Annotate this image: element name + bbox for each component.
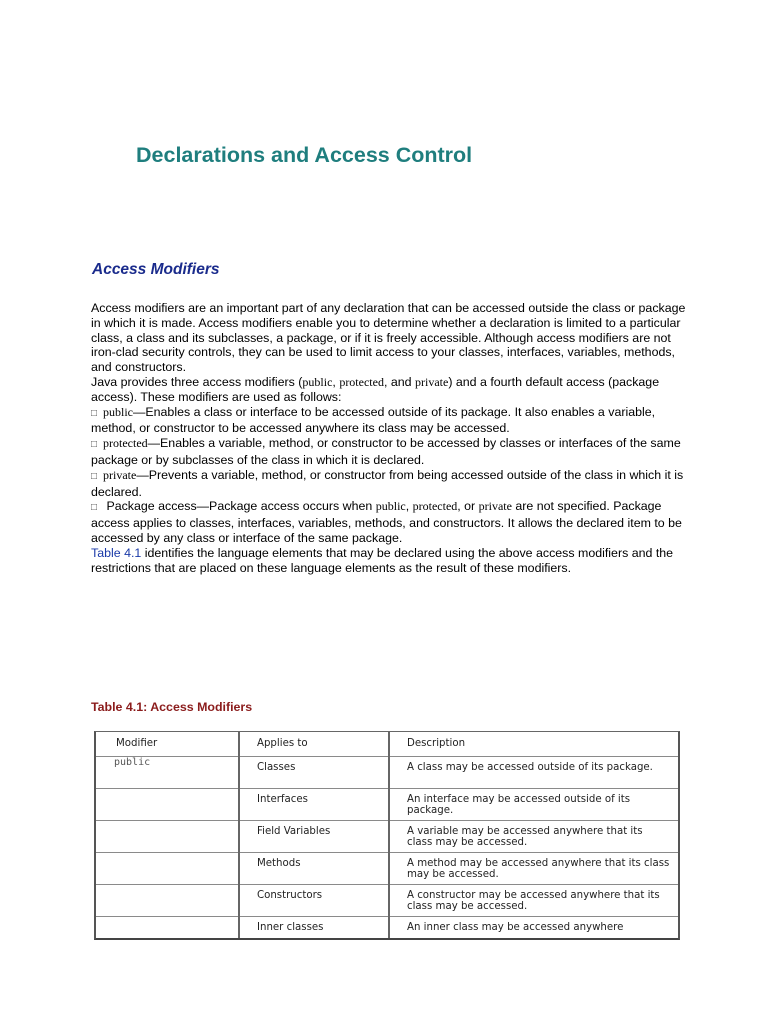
table-row [96,757,678,789]
body-text [91,301,691,575]
modifier-cell [96,917,239,939]
table-row [96,789,678,821]
applies-to-cell: Classes [239,757,389,789]
package-access-item: □ Package access—Package access occurs when public, protected, or private are not specified. Package access applies to classes, interfaces, variables, methods, and constructors. It allows the declared item to be accessed by any class or interface of the same package. [91,499,682,545]
modifier-cell: public [96,757,239,789]
description-cell: A variable may be accessed anywhere that its class may be accessed. [389,821,678,853]
description-cell: A method may be accessed anywhere that its class may be accessed. [389,853,678,885]
description-cell: A constructor may be accessed anywhere that its class may be accessed. [389,885,678,917]
applies-to-cell: Field Variables [239,821,389,853]
table-row [96,821,678,853]
public-item: □ public—Enables a class or interface to be accessed outside of its package. It also enables a variable, method, or constructor to be accessed anywhere its class may be accessed. [91,404,656,436]
protected-item: □ protected—Enables a variable, method, or constructor to be accessed by classes or interfaces of the same package or by subclasses of the class in which it is declared. [91,436,681,467]
modifier-cell [96,821,239,853]
header-cell: Description [389,732,678,757]
applies-to-cell: Interfaces [239,789,389,821]
page-title: Declarations and Access Control [136,143,473,167]
table-reference-paragraph: Table 4.1 identifies the language elements that may be declared using the above access modifiers and the restrictions that are placed on these language elements as the result of these modifiers. [91,545,674,575]
table-row [96,885,678,917]
bullet-icon: □ [91,470,98,482]
modifier-cell [96,885,239,917]
applies-to-cell: Constructors [239,885,389,917]
modifier-cell [96,853,239,885]
description-cell: An inner class may be accessed anywhere [407,922,624,933]
table-header-row [96,732,678,757]
header-cell: Modifier [96,732,239,757]
section-title: Access Modifiers [92,261,220,278]
table-row [96,853,678,885]
access-modifiers-table [94,731,680,940]
modifier-cell [96,789,239,821]
private-item: □ private—Prevents a variable, method, or constructor from being accessed outside of the class in which it is declared. [91,467,684,499]
table-row [96,917,678,939]
bullet-icon: □ [91,502,98,514]
description-cell: An interface may be accessed outside of its package. [389,789,678,821]
bullet-icon: □ [91,439,98,451]
java-modifiers-paragraph: Java provides three access modifiers (public, protected, and private) and a fourth default access (package access). These modifiers are used as follows: [91,374,660,404]
applies-to-cell: Inner classes [239,917,389,939]
applies-to-cell: Methods [239,853,389,885]
description-cell: A class may be accessed outside of its package. [389,757,678,789]
bullet-icon: □ [91,407,98,419]
header-cell: Applies to [239,732,389,757]
table-link[interactable]: Table 4.1 [91,545,142,560]
intro-paragraph: Access modifiers are an important part of any declaration that can be accessed outside the class or package in which it is made. Access modifiers enable you to determine whether a declaration is limited to a particular class, a class and its subclasses, a package, or if it is freely accessible. Although access modifiers are not iron-clad security controls, they can be used to limit access to your classes, interfaces, variables, methods, and constructors. [91,301,686,375]
table-caption: Table 4.1: Access Modifiers [91,700,253,714]
